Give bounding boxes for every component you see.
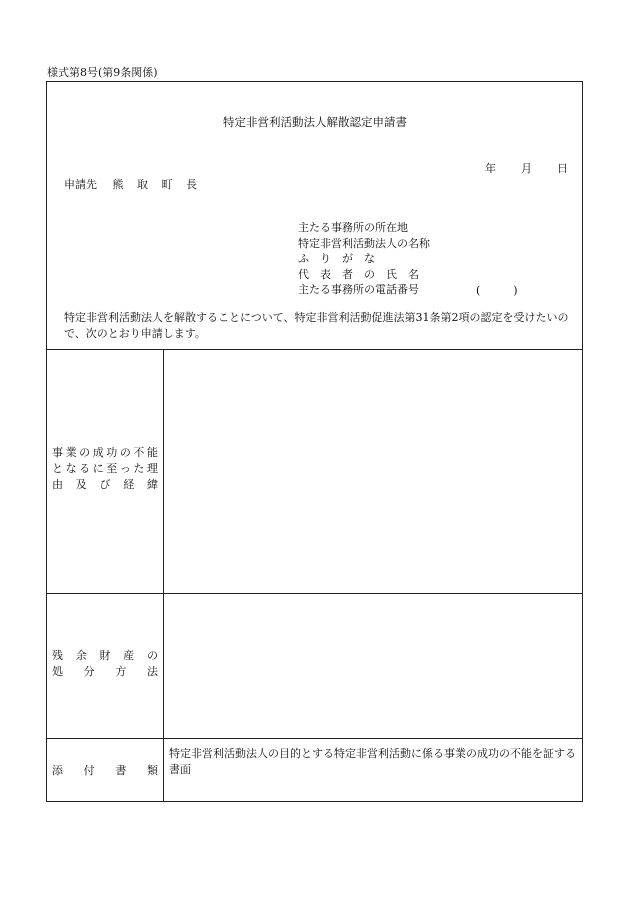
addressee (64, 176, 197, 192)
form-number: 様式第8号(第9条関係) (47, 66, 158, 79)
label-line: 処 分 方 法 (52, 665, 158, 678)
label-line: 事 業 の 成 功 の 不 能 (52, 446, 158, 459)
table-row-divider (46, 593, 583, 594)
field-furigana: ふ り が な (298, 252, 375, 265)
date-month: 月 (521, 162, 532, 175)
date-year: 年 (485, 162, 496, 175)
field-office-address: 主たる事務所の所在地 (298, 221, 408, 234)
addressee-char: 長 (186, 178, 197, 191)
field-representative-name: 代 表 者 の 氏 名 (298, 267, 419, 281)
addressee-char: 熊 (112, 178, 124, 191)
row-label-attachments (52, 763, 158, 779)
date-day: 日 (557, 162, 568, 175)
addressee-char: 町 (161, 178, 173, 191)
field-corporation-name: 特定非営利活動法人の名称 (298, 236, 430, 250)
document-title: 特定非営利活動法人解散認定申請書 (223, 115, 407, 129)
label-line: 添 付 書 類 (52, 764, 158, 777)
table-row-divider (46, 738, 583, 739)
phone-placeholder: ( ) (476, 284, 518, 297)
row-label-reason (52, 445, 158, 493)
table-top-rule (46, 349, 583, 350)
addressee-label: 申請先 (64, 178, 97, 191)
table-column-divider (163, 349, 164, 801)
row-label-residual-assets (52, 648, 158, 680)
label-line: 由 及 び 経 緯 (52, 478, 158, 491)
addressee-char: 取 (137, 178, 148, 191)
label-line: と な る に 至 っ た 理 (52, 462, 158, 475)
applicant-fields (298, 220, 430, 298)
application-statement: 特定非営利活動法人を解散することについて、特定非営利活動促進法第31条第2項の認定を受けたいので、次のとおり申請します。 (64, 311, 569, 340)
attachments-content-cell: 特定非営利活動法人の目的とする特定非営利活動に係る事業の成功の不能を証する書面 (169, 747, 576, 776)
field-phone-number: 主たる事務所の電話番号 (298, 283, 419, 296)
label-line: 残 余 財 産 の (52, 649, 158, 662)
